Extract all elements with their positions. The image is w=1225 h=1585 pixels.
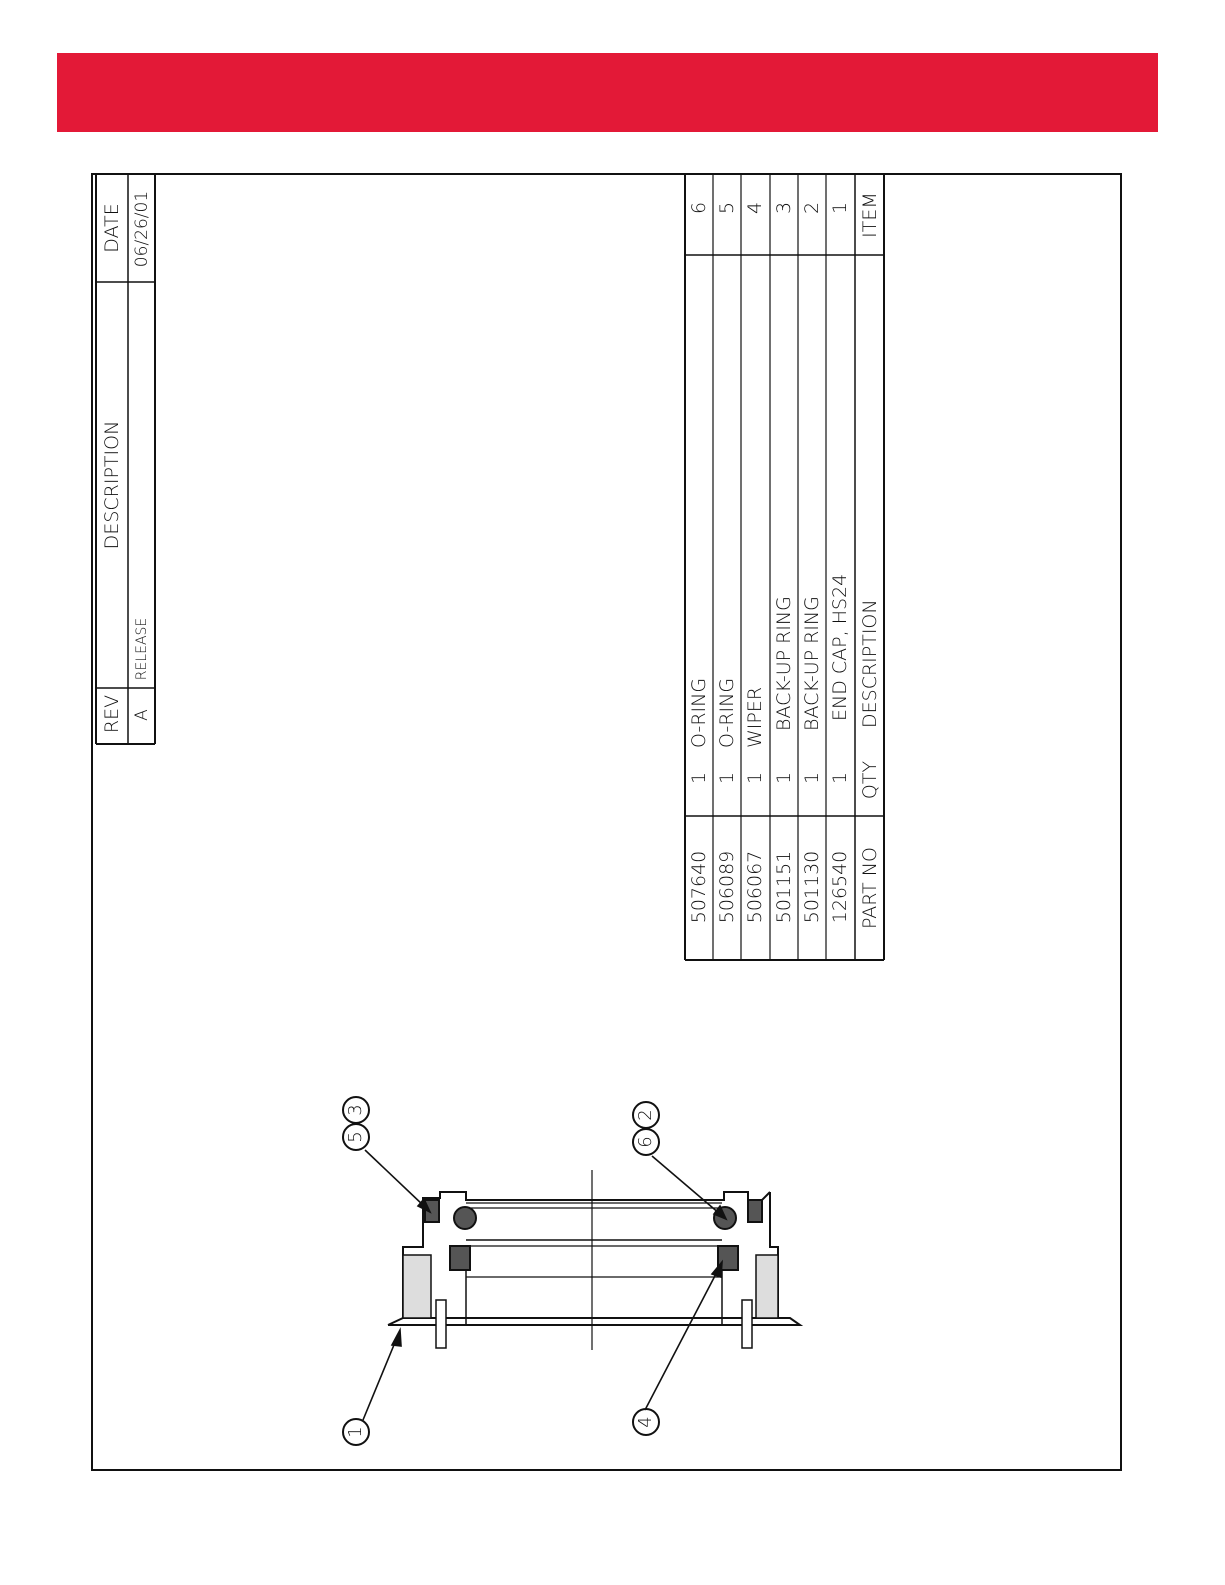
qty-cell: 1 <box>716 771 738 785</box>
rev-value: A <box>132 709 152 721</box>
part-no-cell: 507640 <box>688 850 710 924</box>
item-cell: 3 <box>773 201 795 215</box>
item-cell: 5 <box>716 201 738 215</box>
description-cell: WIPER <box>744 686 766 748</box>
description-cell: BACK-UP RING <box>801 596 823 731</box>
balloon-item-2: 2 <box>632 1101 660 1129</box>
qty-cell: 1 <box>688 771 710 785</box>
balloon-item-5: 5 <box>342 1123 370 1151</box>
item-cell: 6 <box>688 201 710 215</box>
item-cell: 2 <box>801 201 823 215</box>
balloon-item-1: 1 <box>342 1418 370 1446</box>
balloon-item-6: 6 <box>632 1128 660 1156</box>
item-header: ITEM <box>859 192 881 238</box>
rev-description-header: DESCRIPTION <box>101 420 123 550</box>
qty-cell: 1 <box>829 771 851 785</box>
end-cap-section-drawing <box>388 1170 800 1350</box>
rev-description-value: RELEASE <box>134 617 150 681</box>
part-no-cell: 126540 <box>829 850 851 924</box>
item-cell: 1 <box>829 201 851 215</box>
part-no-cell: 501151 <box>773 850 795 924</box>
rev-date-header: DATE <box>101 203 123 253</box>
description-header: DESCRIPTION <box>859 599 881 728</box>
description-cell: O-RING <box>716 677 738 748</box>
description-cell: END CAP, HS24 <box>829 573 851 721</box>
qty-cell: 1 <box>744 771 766 785</box>
part-no-header: PART NO <box>859 847 881 929</box>
balloon-item-3: 3 <box>342 1096 370 1124</box>
part-no-cell: 506067 <box>744 850 766 924</box>
part-no-cell: 506089 <box>716 850 738 924</box>
description-cell: O-RING <box>688 677 710 748</box>
qty-cell: 1 <box>801 771 823 785</box>
balloon-item-4: 4 <box>632 1408 660 1436</box>
qty-cell: 1 <box>773 771 795 785</box>
rev-date-value: 06/26/01 <box>132 190 152 268</box>
qty-header: QTY <box>859 760 881 800</box>
part-no-cell: 501130 <box>801 850 823 924</box>
item-cell: 4 <box>744 201 766 215</box>
description-cell: BACK-UP RING <box>773 596 795 731</box>
rev-header: REV <box>101 694 123 734</box>
